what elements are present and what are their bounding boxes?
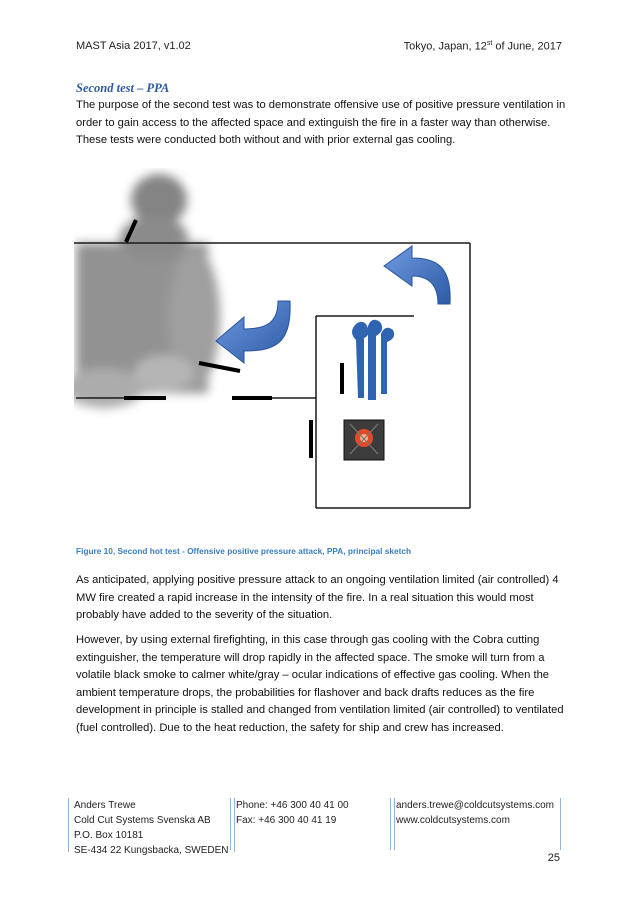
arrow-curved-left-icon — [216, 301, 290, 363]
text-line: MW fire created a rapid increase in the intensity of the fire. In a real situation this would most — [76, 591, 534, 604]
smoke-cloud-icon — [74, 174, 220, 408]
intro-paragraph — [76, 97, 566, 150]
text-line: order to gain access to the affected space and extinguish the fire in a faster way than otherwise. — [76, 116, 551, 129]
figure-caption: Figure 10, Second hot test - Offensive positive pressure attack, PPA, principal sketch — [76, 546, 412, 556]
header-doc-version: MAST Asia 2017, v1.02 — [76, 40, 191, 52]
body-paragraph — [76, 632, 566, 737]
text-line: volatile black smoke to calmer white/gray – ocular indications of effective gas cooling. When the — [76, 669, 550, 681]
ventilation-fan-icon — [352, 320, 394, 400]
text-line: The purpose of the second test was to demonstrate offensive use of positive pressure ventilation in — [76, 99, 566, 111]
page-number: 25 — [547, 852, 560, 864]
text-line: As anticipated, applying positive pressure attack to an ongoing ventilation limited (air controlled) 4 — [76, 574, 559, 586]
footer-fax: Fax: +46 300 40 41 19 — [236, 815, 337, 826]
footer-email-link[interactable]: anders.trewe@coldcutsystems.com — [396, 800, 554, 811]
footer-contact-web — [390, 798, 561, 850]
text-line: ambient temperature drops, the probabilities for flashover and back drafts reduces as the fire — [76, 686, 535, 699]
arrow-curved-left-icon — [384, 246, 450, 304]
fire-source-icon — [344, 420, 384, 460]
footer-phone: Phone: +46 300 40 41 00 — [236, 800, 349, 811]
footer-city: SE-434 22 Kungsbacka, SWEDEN — [74, 845, 229, 856]
header-location-date: Tokyo, Japan, 12st of June, 2017 — [403, 40, 562, 53]
text-line: (fuel controlled). Due to the heat reduction, the safety for ship and crew has increased. — [76, 721, 504, 734]
text-line: These tests were conducted both without and with prior external gas cooling. — [76, 134, 456, 146]
footer-contact-address — [68, 798, 235, 856]
ppa-sketch-figure — [74, 168, 478, 528]
page-footer — [0, 798, 638, 858]
footer-pobox: P.O. Box 10181 — [74, 830, 144, 841]
footer-name: Anders Trewe — [74, 800, 136, 811]
footer-contact-phone — [230, 798, 395, 850]
footer-website-link[interactable]: www.coldcutsystems.com — [396, 815, 510, 826]
text-line: extinguisher, the temperature will drop rapidly in the affected space. The smoke will turn from a — [76, 651, 545, 664]
body-paragraph — [76, 572, 566, 625]
text-line: However, by using external firefighting, in this case through gas cooling with the Cobra cutting — [76, 634, 540, 646]
footer-company: Cold Cut Systems Svenska AB — [74, 815, 211, 826]
section-title: Second test – PPA — [76, 81, 170, 95]
text-line: development in principle is stalled and changed from ventilation limited (air controlled) to ventilated — [76, 704, 564, 716]
text-line: probably have added to the severity of the situation. — [76, 609, 333, 621]
